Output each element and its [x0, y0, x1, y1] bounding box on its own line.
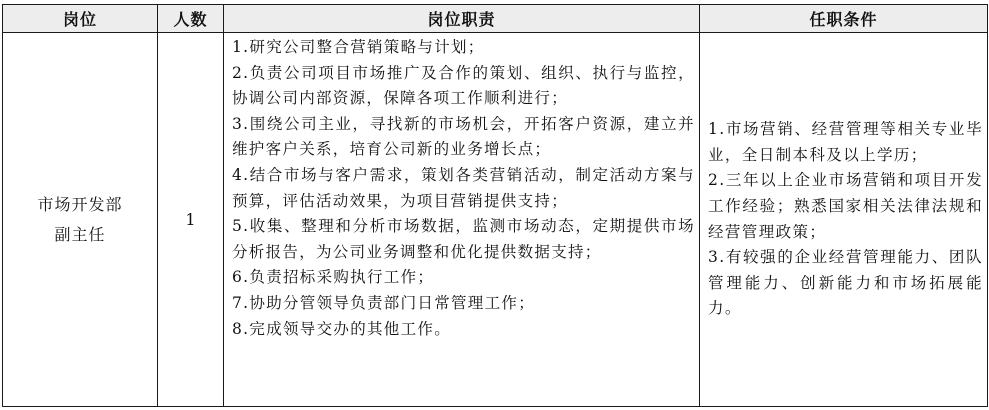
table-row	[3, 33, 988, 407]
header-duties: 岗位职责	[224, 5, 700, 33]
post-title-line: 副主任	[54, 224, 106, 244]
duty-item: 2.负责公司项目市场推广及合作的策划、组织、执行与监控，协调公司内部资源，保障各项工作顺利进行；	[232, 63, 695, 108]
duty-item: 3.围绕公司主业，寻找新的市场机会，开拓客户资源，建立并维护客户关系，培育公司新的业务增长点；	[232, 114, 695, 159]
header-row	[3, 5, 988, 33]
requirements-cell	[700, 33, 988, 407]
duty-item: 4.结合市场与客户需求，策划各类营销活动，制定活动方案与预算，评估活动效果，为项目营销提供支持；	[232, 165, 695, 210]
duty-item: 7.协助分管领导负责部门日常管理工作；	[232, 293, 535, 312]
requirement-item: 2.三年以上企业市场营销和项目开发工作经验；熟悉国家相关法律法规和经营管理政策；	[708, 171, 983, 241]
duty-item: 8.完成领导交办的其他工作。	[232, 319, 451, 338]
job-table	[2, 4, 988, 407]
header-count: 人数	[158, 5, 224, 33]
header-post: 岗位	[3, 5, 158, 33]
requirement-item: 1.市场营销、经营管理等相关专业毕业，全日制本科及以上学历；	[708, 120, 983, 164]
post-cell	[3, 33, 158, 407]
duty-item: 5.收集、整理和分析市场数据，监测市场动态，定期提供市场分析报告，为公司业务调整和优化提供数据支持；	[232, 217, 695, 261]
headcount-cell: 1	[158, 33, 224, 407]
post-title-line: 市场开发部	[37, 194, 123, 214]
header-requirements: 任职条件	[700, 5, 988, 33]
requirements-list	[708, 117, 983, 322]
requirement-item: 3.有较强的企业经营管理能力、团队管理能力、创新能力和市场拓展能力。	[708, 248, 983, 318]
duties-cell	[224, 33, 700, 407]
duty-item: 1.研究公司整合营销策略与计划；	[232, 38, 485, 56]
duties-list	[232, 35, 695, 342]
duty-item: 6.负责招标采购执行工作；	[232, 268, 435, 287]
